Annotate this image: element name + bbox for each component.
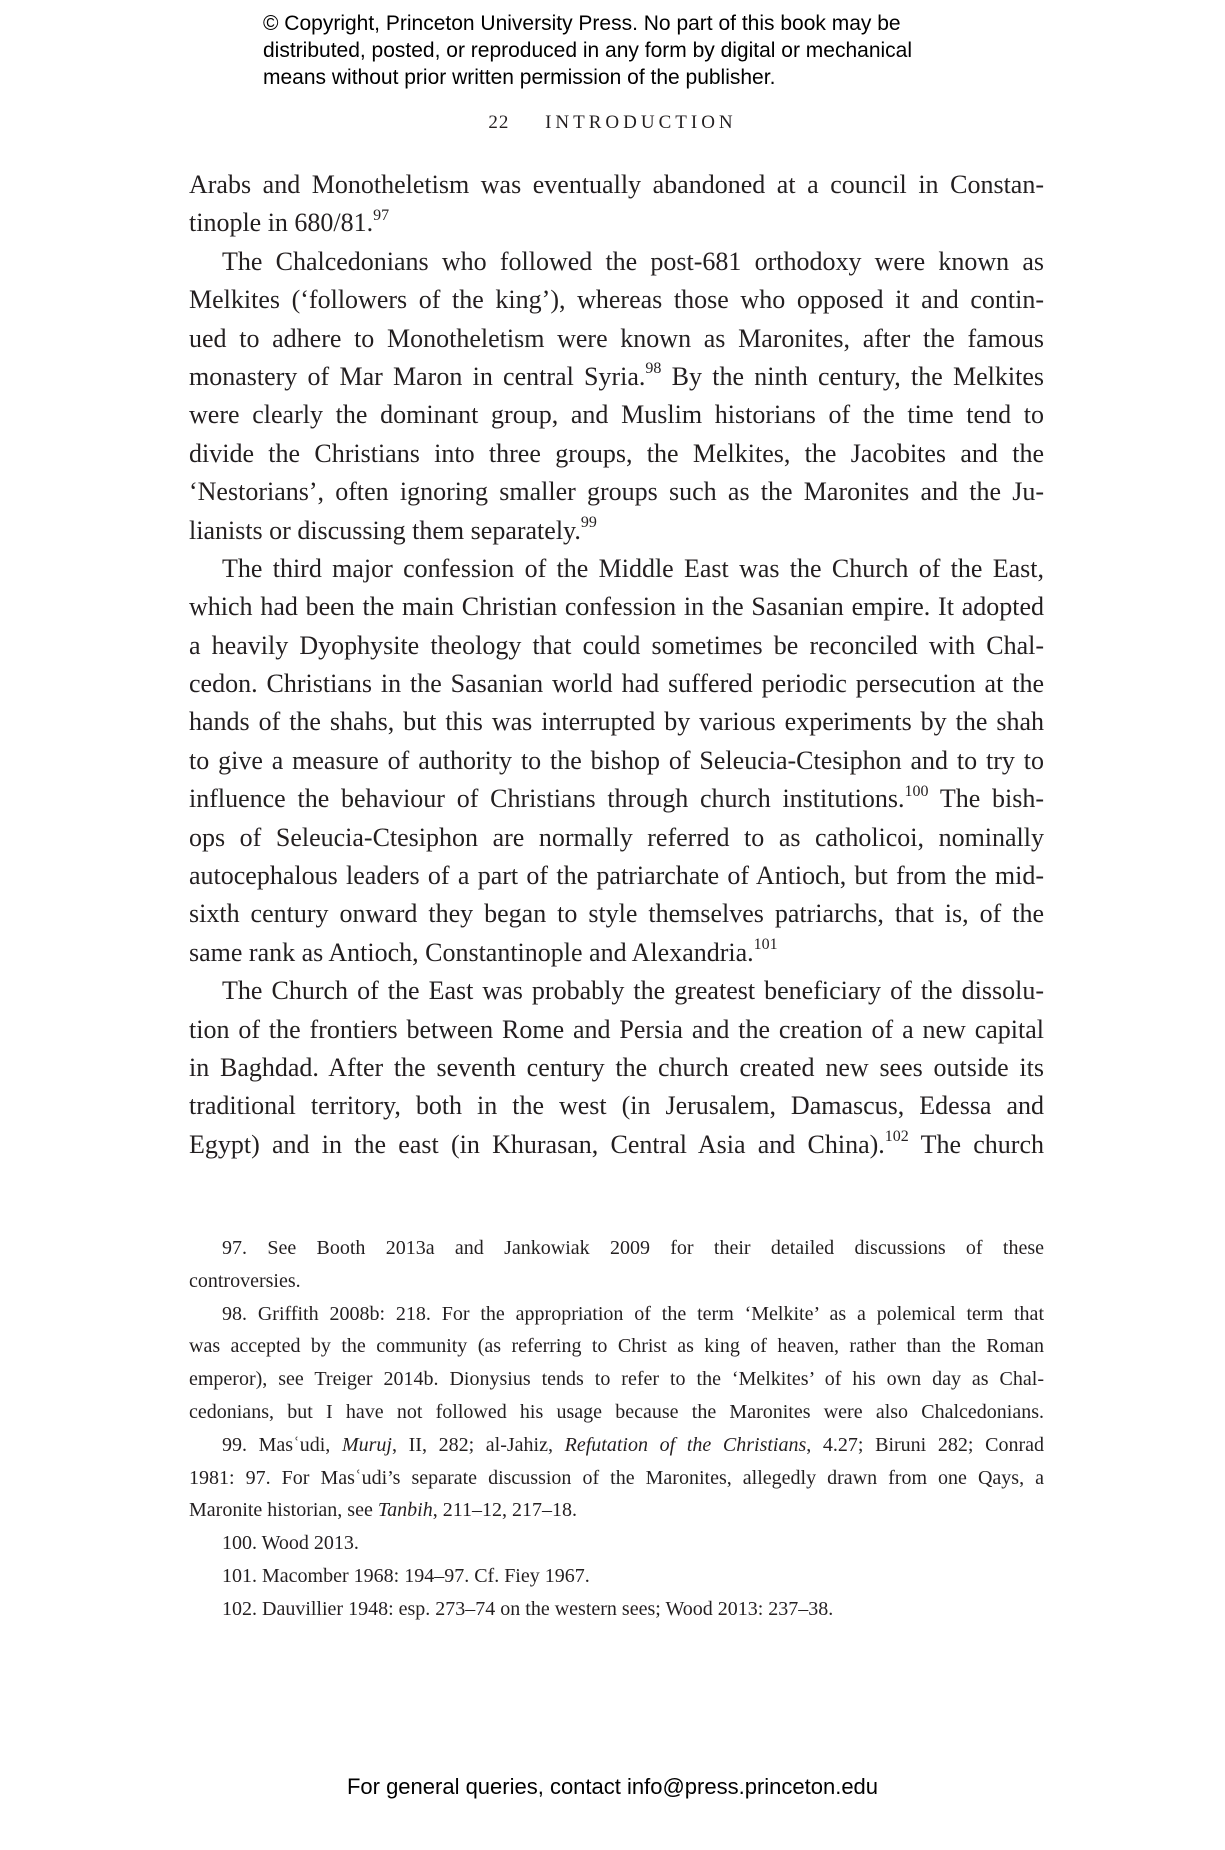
line-text: ‘Nestorians’, often ignoring smaller groups such as the Maronites and the Ju-: [189, 477, 1044, 507]
line-text: 97. See Booth 2013a and Jankowiak 2009 for their detailed discussions of these: [222, 1237, 1044, 1259]
text-line: [189, 473, 1044, 511]
line-text: 101. Macomber 1968: 194–97. Cf. Fiey 1967.: [222, 1564, 590, 1587]
line-text: controversies.: [189, 1269, 301, 1292]
line-text: The church: [908, 1129, 1044, 1159]
paragraph: [189, 550, 1044, 972]
line-text: was accepted by the community (as referring to Christ as king of heaven, rather than the Roman: [189, 1335, 1044, 1358]
line-text: hands of the shahs, but this was interrupted by various experiments by the shah: [189, 707, 1044, 737]
italic-title: Refutation of the Christians: [564, 1433, 807, 1456]
line-text: were clearly the dominant group, and Muslim historians of the time tend to: [189, 400, 1044, 430]
text-line: [189, 857, 1044, 895]
copyright-line: distributed, posted, or reproduced in any form by digital or mechanical: [263, 39, 913, 62]
text-line: [189, 358, 1044, 396]
line-text: a heavily Dyophysite theology that could sometimes be reconciled with Chal-: [189, 630, 1044, 660]
line-text: autocephalous leaders of a part of the patriarchate of Antioch, but from the mid-: [189, 861, 1044, 891]
line-text: in Baghdad. After the seventh century the church created new sees outside its: [189, 1052, 1044, 1082]
footnotes: [189, 1232, 1044, 1626]
line-text: 98. Griffith 2008b: 218. For the appropriation of the term ‘Melkite’ as a polemical term that: [222, 1302, 1044, 1325]
footnote-ref: 99: [580, 513, 597, 531]
line-text: to give a measure of authority to the bishop of Seleucia-Ctesiphon and to try to: [189, 745, 1044, 775]
line-text: ops of Seleucia-Ctesiphon are normally referred to as catholicoi, nominally: [189, 822, 1044, 852]
italic-title: Tanbih: [377, 1499, 433, 1522]
text-line: [189, 1462, 1044, 1495]
line-text: which had been the main Christian confession in the Sasanian empire. It adopted: [189, 592, 1044, 622]
text-line: [189, 1087, 1044, 1125]
footnote-ref: 97: [373, 206, 390, 224]
text-line: [189, 934, 1044, 972]
line-text: , 4.27; Biruni 282; Conrad: [806, 1433, 1044, 1456]
line-text: 1981: 97. For Masʿudi’s separate discussion of the Maronites, allegedly drawn from one Qays, a: [189, 1466, 1044, 1489]
text-line: [189, 1593, 1044, 1626]
line-text: 99. Masʿudi,: [222, 1433, 342, 1456]
line-text: Egypt) and in the east (in Khurasan, Central Asia and China).: [189, 1129, 885, 1159]
line-text: Maronite historian, see: [189, 1499, 378, 1522]
line-text: cedon. Christians in the Sasanian world had suffered periodic persecution at the: [189, 669, 1044, 699]
text-line: [189, 1527, 1044, 1560]
text-line: [189, 1232, 1044, 1265]
text-line: [189, 1494, 1044, 1527]
footnote: [189, 1527, 1044, 1560]
line-text: The bish-: [928, 784, 1044, 814]
text-line: [189, 665, 1044, 703]
text-line: [189, 972, 1044, 1010]
line-text: monastery of Mar Maron in central Syria.: [189, 361, 646, 391]
text-line: [189, 588, 1044, 626]
footnote-ref: 102: [884, 1128, 909, 1146]
text-line: [189, 166, 1044, 204]
text-line: [189, 1049, 1044, 1087]
line-text: influence the behaviour of Christians through church institutions.: [189, 784, 905, 814]
text-line: [189, 819, 1044, 857]
text-line: [189, 1265, 1044, 1298]
text-line: [189, 1011, 1044, 1049]
line-text: same rank as Antioch, Constantinople and Alexandria.: [189, 937, 754, 967]
text-line: [189, 627, 1044, 665]
text-line: [189, 1396, 1044, 1429]
line-text: , II, 282; al-Jahiz,: [391, 1433, 565, 1456]
text-line: [189, 742, 1044, 780]
text-line: [189, 550, 1044, 588]
footnote: [189, 1232, 1044, 1298]
text-line: [189, 243, 1044, 281]
line-text: cedonians, but I have not followed his usage because the Maronites were also Chalcedonians.: [189, 1400, 1044, 1423]
text-line: [189, 1298, 1044, 1331]
footnote: [189, 1593, 1044, 1626]
line-text: Melkites (‘followers of the king’), whereas those who opposed it and contin-: [189, 285, 1044, 315]
line-text: ued to adhere to Monotheletism were known as Maronites, after the famous: [189, 323, 1044, 353]
line-text: sixth century onward they began to style themselves patriarchs, that is, of the: [189, 899, 1044, 929]
line-text: By the ninth century, the Melkites: [661, 361, 1044, 391]
text-line: [189, 1429, 1044, 1462]
paragraph: [189, 972, 1044, 1164]
line-text: tinople in 680/81.: [189, 208, 374, 238]
line-text: lianists or discussing them separately.: [189, 515, 581, 545]
line-text: 100. Wood 2013.: [222, 1532, 359, 1555]
line-text: emperor), see Treiger 2014b. Dionysius tends to refer to the ‘Melkites’ of his own day as Chal-: [189, 1368, 1044, 1391]
line-text: The Chalcedonians who followed the post-681 orthodoxy were known as: [222, 246, 1044, 276]
text-line: [189, 512, 1044, 550]
footnote: [189, 1429, 1044, 1527]
text-line: [189, 895, 1044, 933]
text-line: [189, 1126, 1044, 1164]
text-line: [189, 435, 1044, 473]
text-line: [189, 204, 1044, 242]
copyright-line: means without prior written permission of the publisher.: [263, 66, 776, 89]
line-text: divide the Christians into three groups, the Melkites, the Jacobites and the: [189, 438, 1044, 468]
text-line: [189, 780, 1044, 818]
footnote: [189, 1560, 1044, 1593]
footnote: [189, 1298, 1044, 1429]
chapter-title: INTRODUCTION: [545, 112, 737, 133]
line-text: tion of the frontiers between Rome and Persia and the creation of a new capital: [189, 1014, 1044, 1044]
footnote-ref: 101: [753, 936, 778, 954]
text-line: [189, 1330, 1044, 1363]
paragraph: [189, 166, 1044, 243]
line-text: , 211–12, 217–18.: [432, 1499, 577, 1522]
main-text: [189, 166, 1044, 1164]
italic-title: Muruj: [341, 1433, 392, 1456]
text-line: [189, 703, 1044, 741]
line-text: The Church of the East was probably the greatest beneficiary of the dissolu-: [222, 976, 1044, 1006]
line-text: The third major confession of the Middle East was the Church of the East,: [222, 553, 1044, 583]
line-text: 102. Dauvillier 1948: esp. 273–74 on the western sees; Wood 2013: 237–38.: [222, 1597, 834, 1620]
copyright-notice: [263, 10, 1043, 91]
text-line: [189, 1560, 1044, 1593]
footnote-ref: 98: [645, 360, 662, 378]
copyright-line: © Copyright, Princeton University Press. No part of this book may be: [263, 12, 901, 35]
page-number: 22: [488, 112, 510, 133]
line-text: Arabs and Monotheletism was eventually abandoned at a council in Constan-: [189, 170, 1044, 199]
running-head: [0, 112, 1225, 134]
text-line: [189, 1363, 1044, 1396]
line-text: traditional territory, both in the west (in Jerusalem, Damascus, Edessa and: [189, 1091, 1044, 1121]
footnote-ref: 100: [904, 782, 929, 800]
text-line: [189, 396, 1044, 434]
text-line: [189, 281, 1044, 319]
footer-contact: For general queries, contact info@press.princeton.edu: [346, 1774, 879, 1799]
paragraph: [189, 243, 1044, 550]
text-line: [189, 320, 1044, 358]
